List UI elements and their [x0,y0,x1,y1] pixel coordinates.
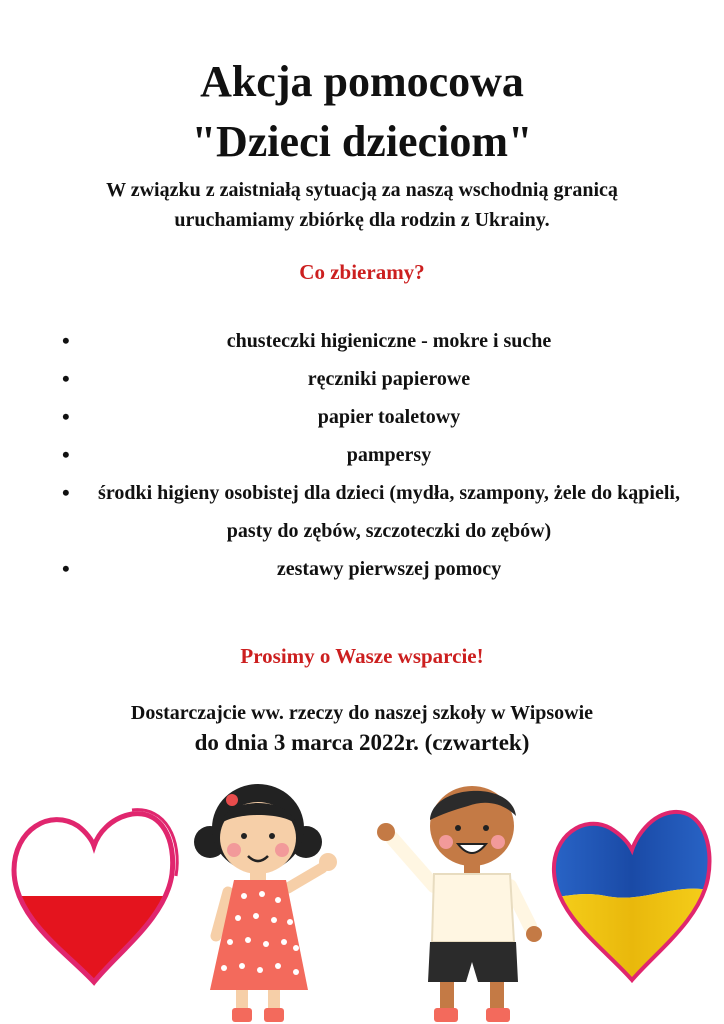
bullet-icon: • [62,556,70,581]
bullet-icon: • [62,480,70,505]
list-item-text: papier toaletowy [317,406,461,428]
list-item [56,550,686,588]
list-item [56,360,686,398]
support-text: Prosimy o Wasze wsparcie! [240,644,484,668]
bullet-icon: • [62,404,70,429]
delivery-text: Dostarczajcie ww. rzeczy do naszej szkoły w Wipsowie [130,702,594,724]
boy-illustration [372,776,548,1024]
ukraine-heart-icon [546,800,718,990]
list-item-text: pampersy [346,444,432,466]
list-item-text: środki higieny osobistej dla dzieci (mydła, szampony, żele do kąpieli, pasty do zębów, szczoteczki do zębów) [98,482,680,542]
intro-line-1: W związku z zaistniałą sytuacją za naszą wschodnią granicą [106,179,618,201]
list-item [56,398,686,436]
intro-line-2: uruchamiamy zbiórkę dla rodzin z Ukrainy. [174,209,550,231]
list-item [56,322,686,360]
collect-heading: Co zbieramy? [299,260,425,284]
bullet-icon: • [62,328,70,353]
list-item [56,436,686,474]
bullet-icon: • [62,366,70,391]
list-item-text: zestawy pierwszej pomocy [276,558,502,580]
title-line-1: Akcja pomocowa [200,57,524,106]
list-item-text: ręczniki papierowe [307,368,471,390]
girl-illustration [190,776,350,1024]
collection-list [56,322,686,588]
poland-heart-icon [6,800,182,990]
bullet-icon: • [62,442,70,467]
list-item [56,474,686,550]
page-title [0,52,724,172]
intro-text [0,175,724,235]
deadline-text: do dnia 3 marca 2022r. (czwartek) [194,730,530,755]
list-item-text: chusteczki higieniczne - mokre i suche [226,330,552,352]
title-line-2: "Dzieci dzieciom" [191,117,533,166]
